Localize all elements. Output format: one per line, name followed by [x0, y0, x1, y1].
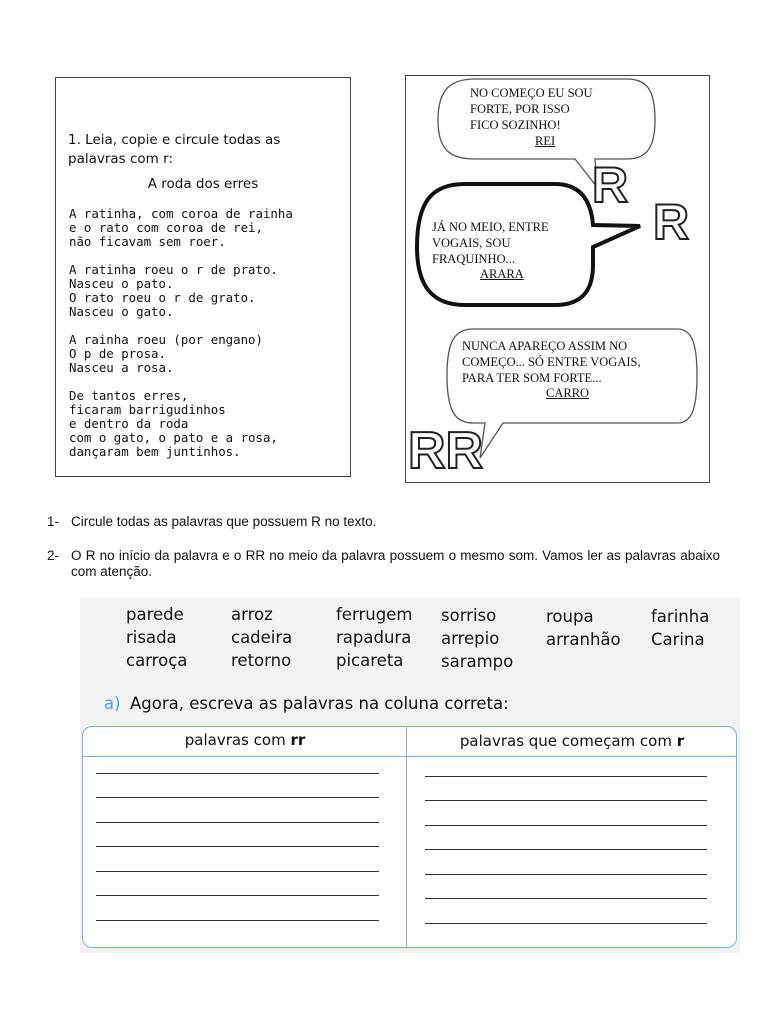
word: retorno: [231, 651, 292, 670]
column-header-rr-emphasis: rr: [290, 731, 306, 749]
poem-stanza: A ratinha roeu o r de prato. Nasceu o pato. O rato roeu o r de grato. Nasceu o gato.: [69, 262, 278, 319]
poem-title: A roda dos erres: [147, 176, 259, 192]
writing-line[interactable]: [96, 895, 379, 896]
column-header-rr: [84, 731, 406, 749]
bubble-2-text: JÁ NO MEIO, ENTRE VOGAIS, SOU FRAQUINHO...: [432, 220, 549, 266]
word: arranhão: [546, 630, 621, 649]
answer-table: [82, 726, 737, 948]
poem-stanza: A rainha roeu (por engano) O p de prosa. Nasceu a rosa.: [69, 332, 263, 375]
word: farinha: [651, 607, 710, 626]
task-a-letter: a): [104, 694, 121, 713]
writing-line[interactable]: [96, 773, 379, 774]
letter-r-large: R: [653, 194, 690, 250]
question-2-number: 2-: [47, 548, 60, 563]
word: Carina: [651, 630, 705, 649]
writing-line[interactable]: [96, 846, 379, 847]
table-header-divider: [82, 756, 737, 757]
column-header-r: [408, 732, 736, 750]
letter-r-large: R: [592, 157, 629, 213]
bubble-1-text: NO COMEÇO EU SOU FORTE, POR ISSO FICO SOZINHO!: [470, 86, 593, 132]
writing-line[interactable]: [425, 776, 707, 777]
writing-line[interactable]: [425, 825, 707, 826]
column-header-r-emphasis: r: [676, 732, 685, 750]
bubble-1-word: REI: [535, 134, 556, 148]
writing-line[interactable]: [96, 871, 379, 872]
word: parede: [126, 605, 184, 624]
question-1-number: 1-: [47, 514, 60, 529]
bubble-2-word: ARARA: [480, 267, 524, 281]
writing-line[interactable]: [425, 923, 707, 924]
bubble-3-text: NUNCA APAREÇO ASSIM NO COMEÇO... SÓ ENTRE VOGAIS, PARA TER SOM FORTE...: [462, 339, 641, 385]
word: roupa: [546, 607, 594, 626]
word: carroça: [126, 651, 188, 670]
poem-instruction: 1. Leia, copie e circule todas as palavras com r:: [68, 132, 281, 167]
letters-rr-large: RR: [408, 422, 484, 480]
word: sorriso: [441, 606, 497, 625]
word: arroz: [231, 605, 273, 624]
bubble-3-word: CARRO: [546, 386, 590, 400]
writing-line[interactable]: [96, 797, 379, 798]
question-2-text: O R no início da palavra e o RR no meio da palavra possuem o mesmo som. Vamos ler as palavras abaixo com atenção.: [71, 548, 720, 579]
poem-stanza: De tantos erres, ficaram barrigudinhos e dentro da roda com o gato, o pato e a rosa, dançaram bem juntinhos.: [69, 388, 278, 459]
column-header-rr-label: palavras com: [184, 731, 291, 749]
table-column-divider: [406, 726, 407, 948]
word: picareta: [336, 651, 404, 670]
word: cadeira: [231, 628, 293, 647]
writing-line[interactable]: [425, 800, 707, 801]
writing-line[interactable]: [96, 822, 379, 823]
word: risada: [126, 628, 177, 647]
poem-stanza: A ratinha, com coroa de rainha e o rato com coroa de rei, não ficavam sem roer.: [69, 206, 293, 249]
word: arrepio: [441, 629, 500, 648]
writing-line[interactable]: [96, 920, 379, 921]
writing-line[interactable]: [425, 849, 707, 850]
writing-line[interactable]: [425, 898, 707, 899]
word: rapadura: [336, 628, 412, 647]
question-1-text: Circule todas as palavras que possuem R no texto.: [71, 514, 377, 529]
writing-line[interactable]: [425, 874, 707, 875]
column-header-r-label: palavras que começam com: [459, 732, 677, 750]
word: sarampo: [441, 652, 514, 671]
word: ferrugem: [336, 605, 413, 624]
task-a-text: Agora, escreva as palavras na coluna correta:: [130, 694, 509, 713]
